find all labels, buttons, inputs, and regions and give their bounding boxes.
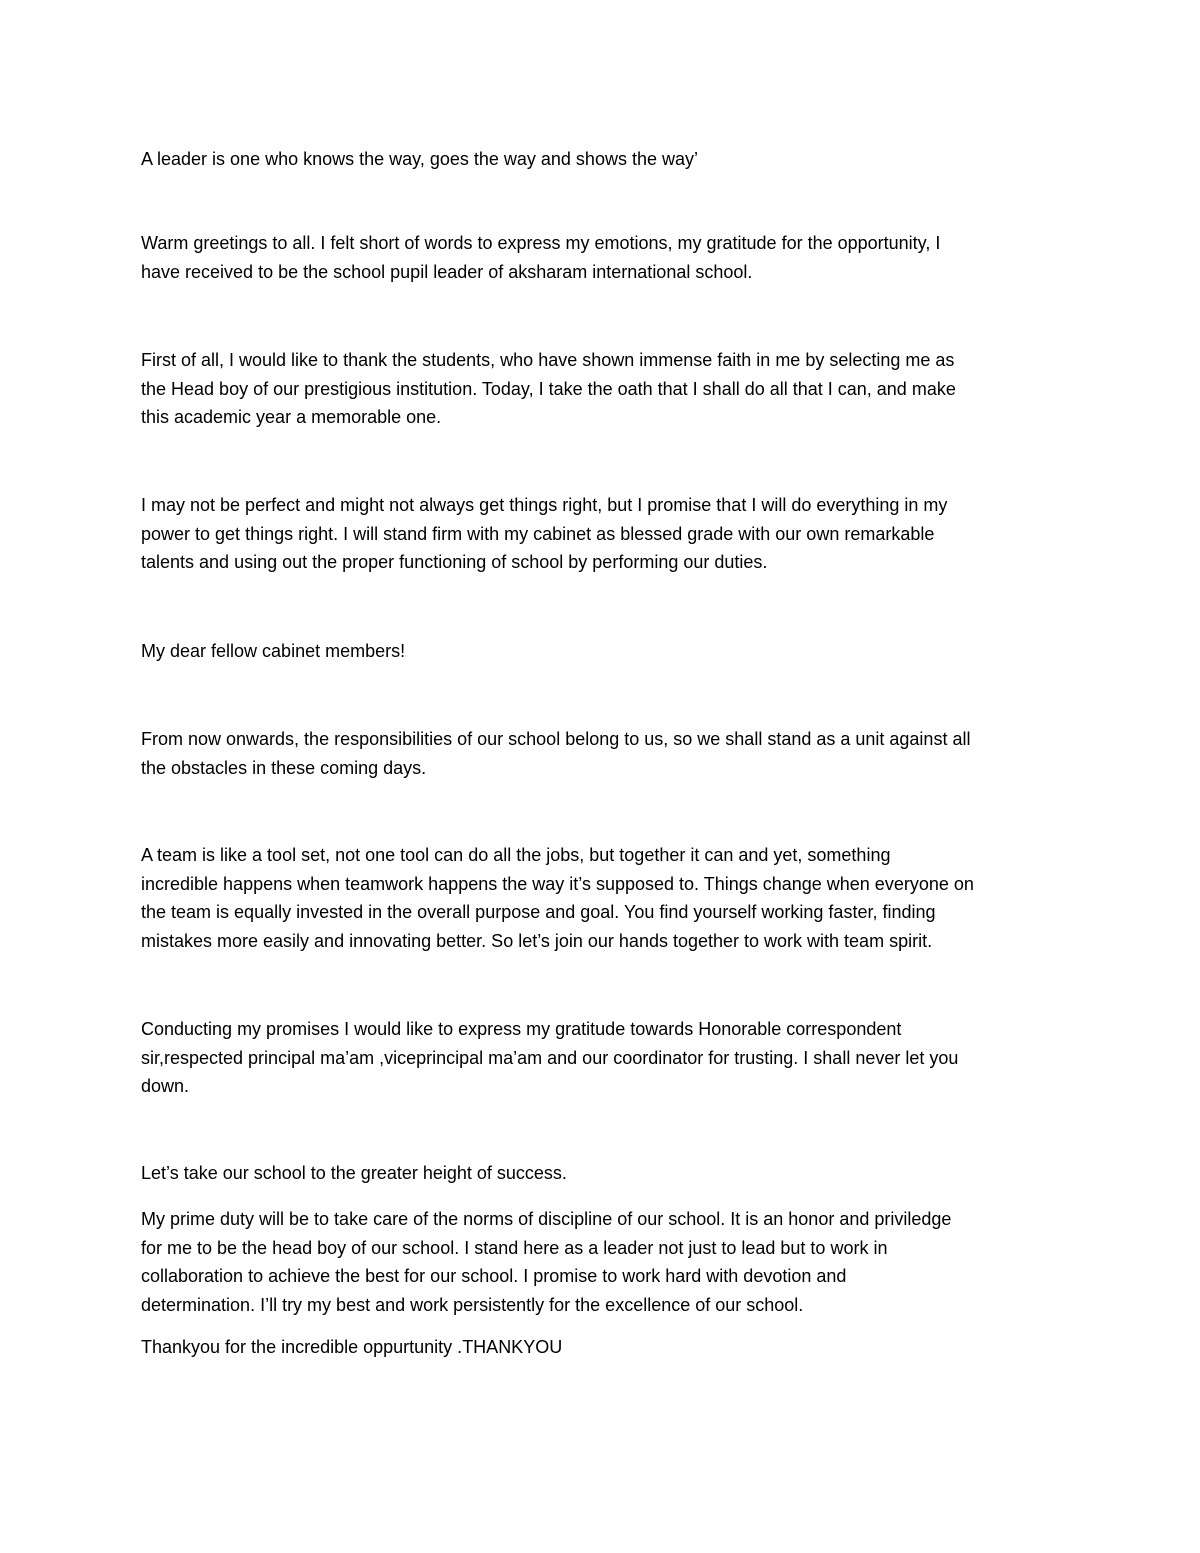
text-line: A team is like a tool set, not one tool can do all the jobs, but together it can and yet, something — [141, 845, 891, 865]
text-line: Let’s take our school to the greater height of success. — [141, 1163, 567, 1183]
text-line: power to get things right. I will stand firm with my cabinet as blessed grade with our own remarkable — [141, 523, 935, 544]
text-line: incredible happens when teamwork happens the way it’s supposed to. Things change when everyone on — [141, 873, 974, 894]
text-line: First of all, I would like to thank the students, who have shown immense faith in me by selecting me as — [141, 350, 955, 370]
paragraph-gratitude — [141, 1015, 1071, 1101]
paragraph-responsibilities — [141, 725, 1071, 782]
paragraph-greeting — [141, 229, 1071, 286]
text-line: collaboration to achieve the best for our school. I promise to work hard with devotion and — [141, 1266, 847, 1286]
paragraph-thanks-students — [141, 346, 1071, 432]
text-line: this academic year a memorable one. — [141, 407, 442, 427]
text-line: My dear fellow cabinet members! — [141, 641, 406, 661]
paragraph-teamwork — [141, 841, 1071, 955]
text-line: for me to be the head boy of our school. I stand here as a leader not just to lead but to work in — [141, 1237, 888, 1258]
text-line: talents and using out the proper functioning of school by performing our duties. — [141, 552, 768, 572]
text-line: determination. I’ll try my best and work persistently for the excellence of our school. — [141, 1294, 804, 1315]
text-line: A leader is one who knows the way, goes the way and shows the way’ — [141, 149, 698, 169]
text-line: I may not be perfect and might not always get things right, but I promise that I will do everything in my — [141, 495, 948, 515]
paragraph-prime-duty — [141, 1205, 1071, 1319]
paragraph-success — [141, 1159, 1071, 1188]
text-line: mistakes more easily and innovating better. So let’s join our hands together to work with team spirit. — [141, 930, 933, 951]
text-line: Thankyou for the incredible oppurtunity .THANKYOU — [141, 1337, 563, 1357]
text-line: down. — [141, 1076, 190, 1096]
paragraph-closing — [141, 1333, 1071, 1362]
text-line: Conducting my promises I would like to express my gratitude towards Honorable correspondent — [141, 1019, 902, 1039]
text-line: My prime duty will be to take care of the norms of discipline of our school. It is an honor and priviledge — [141, 1209, 952, 1229]
text-line: the team is equally invested in the overall purpose and goal. You find yourself working faster, finding — [141, 902, 936, 922]
paragraph-quote — [141, 145, 1071, 174]
paragraph-promise — [141, 491, 1071, 577]
text-line: have received to be the school pupil leader of aksharam international school. — [141, 261, 753, 282]
text-line: sir,respected principal ma’am ,viceprincipal ma’am and our coordinator for trusting. I shall never let you — [141, 1047, 959, 1068]
text-line: From now onwards, the responsibilities of our school belong to us, so we shall stand as a unit against all — [141, 729, 971, 749]
text-line: the Head boy of our prestigious institution. Today, I take the oath that I shall do all that I can, and make — [141, 378, 956, 399]
text-line: Warm greetings to all. I felt short of words to express my emotions, my gratitude for the opportunity, I — [141, 233, 941, 253]
paragraph-cabinet-address — [141, 637, 1071, 666]
text-line: the obstacles in these coming days. — [141, 757, 427, 778]
